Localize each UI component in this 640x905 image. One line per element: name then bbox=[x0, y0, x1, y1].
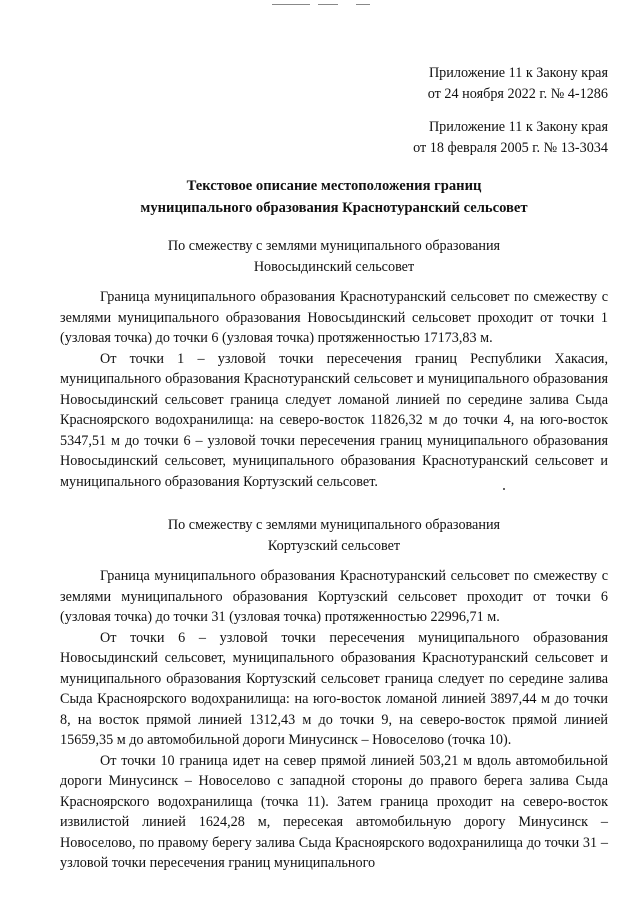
title-line1: Текстовое описание местоположения границ bbox=[186, 178, 482, 194]
section2-body bbox=[60, 566, 608, 874]
section2-paragraph: Граница муниципального образования Краснотуранский сельсовет по смежеству с землями муниципального образования Кортузский сельсовет проходит от точки 6 (узловая точка) до точки 31 (узловая точка) протяженностью 22996,71 м. bbox=[60, 568, 608, 625]
section1-heading bbox=[60, 236, 608, 278]
section1-paragraph: Граница муниципального образования Краснотуранский сельсовет по смежеству с землями муниципального образования Новосыдинский сельсовет проходит от точки 1 (узловая точка) до точки 6 (узловая точка) протяженностью 17173,83 м. bbox=[60, 289, 608, 346]
document-title bbox=[60, 175, 608, 219]
section2-heading-line1: По смежеству с землями муниципального образования bbox=[167, 517, 501, 533]
section2-heading-line2: Кортузский сельсовет bbox=[267, 538, 401, 554]
section1-body bbox=[60, 287, 608, 492]
section1-paragraph: От точки 1 – узловой точки пересечения границ Республики Хакасия, муниципального образования Краснотуранский сельсовет и муниципального образования Новосыдинский сельсовет граница следует ломаной линией по середине залива Сыда Красноярского водохранилища: на северо-восток 11826,32 м до точки 4, на юго-восток 5347,51 м до точки 6 – узловой точки пересечения границ муниципального образования Новосыдинский сельсовет, муниципального образования Краснотуранский сельсовет и муниципального образования Кортузский сельсовет. bbox=[60, 350, 608, 490]
section1-heading-line1: По смежеству с землями муниципального образования bbox=[167, 238, 501, 254]
scan-artifact-line bbox=[318, 4, 338, 5]
scan-speck bbox=[503, 488, 505, 490]
appendix-original-line1: Приложение 11 к Закону края bbox=[428, 119, 608, 135]
appendix-current bbox=[380, 63, 608, 105]
appendix-current-line2: от 24 ноября 2022 г. № 4-1286 bbox=[427, 86, 608, 102]
section1-heading-line2: Новосыдинский сельсовет bbox=[253, 259, 415, 275]
section2-heading bbox=[60, 515, 608, 557]
section2-paragraph: От точки 10 граница идет на север прямой линией 503,21 м вдоль автомобильной дороги Минусинск – Новоселово с западной стороны до правого берега залива Сыда Красноярского водохранилища (точка 11). Затем граница проходит на северо-восток извилистой линией 1624,28 м, пересекая автомобильную дорогу Минусинск – Новоселово, по правому берегу залива Сыда Красноярского водохранилища до точки 31 – узловой точки пересечения границ муниципального bbox=[60, 752, 608, 871]
section2-paragraph: От точки 6 – узловой точки пересечения муниципального образования Новосыдинский сельсовет, муниципального образования Краснотуранский сельсовет и муниципального образования Кортузский сельсовет граница следует по середине залива Сыда Красноярского водохранилища: на юго-восток ломаной линией 3897,44 м до точки 8, на восток прямой линией 1312,43 м до точки 9, на северо-восток прямой линией 15659,35 м до автомобильной дороги Минусинск – Новоселово (точка 10). bbox=[60, 629, 608, 748]
appendix-current-line1: Приложение 11 к Закону края bbox=[428, 65, 608, 81]
appendix-original-line2: от 18 февраля 2005 г. № 13-3034 bbox=[413, 140, 608, 156]
title-line2: муниципального образования Краснотуранский сельсовет bbox=[140, 200, 528, 216]
scan-artifact-line bbox=[272, 4, 310, 5]
appendix-original bbox=[380, 117, 608, 159]
scan-artifact-line bbox=[356, 4, 370, 5]
